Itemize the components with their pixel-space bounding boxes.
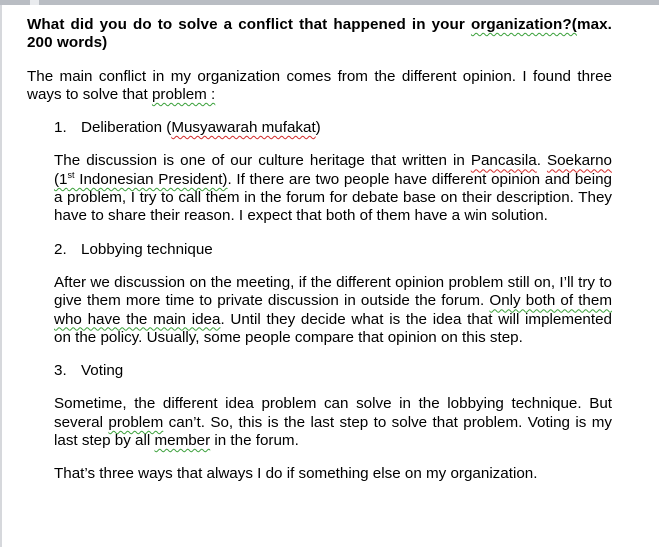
intro-text: The main conflict in my organization comes from the different opinion. I found three ways to solve that [27, 67, 612, 103]
heading-flagged-text: organization?( [470, 16, 577, 33]
list-label: Lobbying technique [81, 240, 213, 258]
voting-paragraph [54, 395, 612, 450]
list-number: 2. [54, 240, 67, 258]
heading-text-end: max. 200 words) [27, 16, 612, 52]
intro-paragraph [27, 68, 612, 105]
para-flagged-text: Pancasila [470, 152, 537, 170]
superscript: st [67, 169, 75, 180]
heading-text: What did you do to solve a conflict that happened in your [27, 16, 471, 33]
list-label [81, 119, 321, 137]
list-label-text: Deliberation ( [81, 119, 172, 137]
para-flagged-text: problem [108, 413, 164, 431]
list-label-end: ) [315, 119, 321, 137]
para-text: . If there are two people have different opinion and being a problem, I try to call them in the forum for debate base on their description. They have to share their reason. I expect that both of them have a win solution. [54, 170, 612, 225]
para-text: . Until they decide what is the idea that will implemented on the policy. Usually, some people compare that opinion on this step. [54, 310, 612, 346]
list-label-flagged: Musyawarah mufakat [171, 119, 316, 137]
page-edge [0, 5, 2, 547]
para-text: After we discussion on the meeting, if the different opinion problem still on, I’ll try to give them more time to private discussion in outside the forum. [54, 273, 612, 310]
list-item-lobbying [54, 241, 612, 259]
deliberation-paragraph [54, 152, 612, 225]
para-flagged-group [54, 171, 227, 188]
question-heading [27, 16, 612, 53]
list-item-voting [54, 362, 612, 380]
para-text: Indonesian President) [74, 170, 228, 188]
ruler-marker[interactable] [30, 0, 39, 5]
ruler-strip [0, 0, 659, 5]
para-text: . [536, 152, 547, 170]
para-flagged-text: Only both of them who have the main idea [54, 292, 612, 328]
para-text: in the forum. [210, 432, 299, 450]
para-text: can’t. So, this is the last step to solve that problem. Voting is my last step by all [54, 413, 612, 450]
document-page[interactable] [27, 16, 612, 499]
para-text: Sometime, the different idea problem can solve in the lobbying technique. But several [54, 395, 612, 431]
closing-paragraph: That’s three ways that always I do if something else on my organization. [54, 465, 538, 483]
list-number: 1. [54, 119, 67, 137]
para-flagged-text: member [154, 432, 211, 450]
para-text: (1 [54, 170, 68, 188]
lobbying-paragraph [54, 274, 612, 347]
para-flagged-text: Soekarno [546, 152, 612, 170]
list-number: 3. [54, 362, 67, 380]
list-item-deliberation [54, 119, 612, 137]
para-text: The discussion is one of our culture heritage that written in [54, 152, 471, 170]
list-label: Voting [81, 362, 124, 380]
intro-flagged-text: problem : [151, 85, 216, 103]
